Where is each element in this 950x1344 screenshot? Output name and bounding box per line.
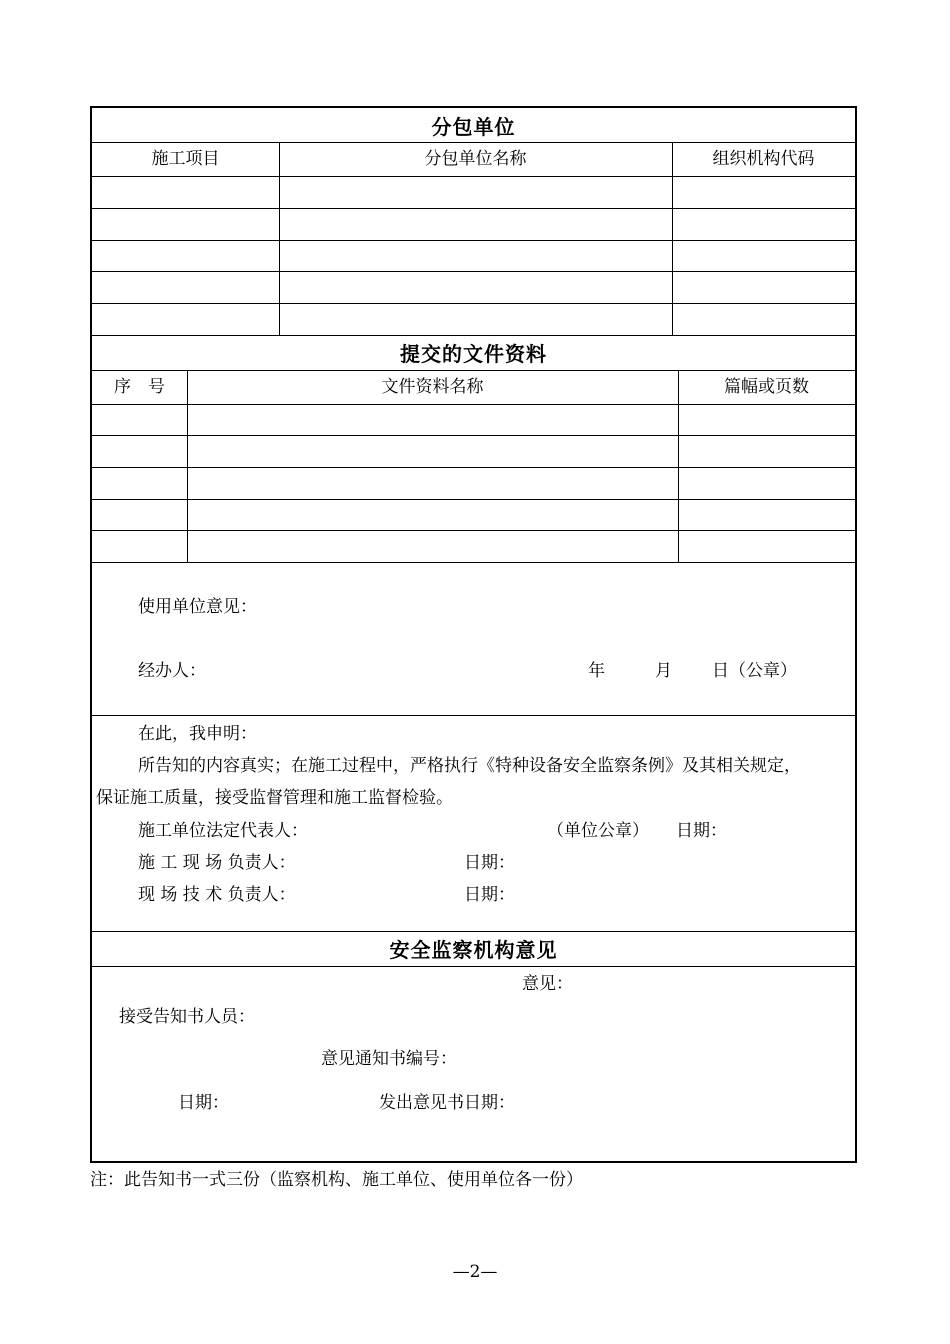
supervision-opinion-label: 意见： <box>522 974 573 994</box>
divider <box>92 142 855 143</box>
header-construction-item: 施工项目 <box>151 149 220 169</box>
column-divider <box>279 142 280 335</box>
month-label: 月 <box>655 661 672 681</box>
supervision-date-label: 日期： <box>178 1093 229 1113</box>
site-manager-label: 施 工 现 场 负责人： <box>138 853 296 873</box>
divider <box>92 208 855 209</box>
column-divider <box>672 142 673 335</box>
divider <box>92 715 855 716</box>
notice-number-label: 意见通知书编号： <box>321 1049 457 1069</box>
tech-manager-label: 现 场 技 术 负责人： <box>138 885 296 905</box>
divider <box>92 966 855 967</box>
header-org-code: 组织机构代码 <box>712 149 815 169</box>
header-serial-number: 序 号 <box>114 377 165 397</box>
divider <box>92 467 855 468</box>
legal-rep-date-label: 日期： <box>676 821 727 841</box>
page-number: —2— <box>452 1262 498 1282</box>
header-page-count: 篇幅或页数 <box>724 377 809 397</box>
supervision-section-title: 安全监察机构意见 <box>389 938 558 962</box>
column-divider <box>187 370 188 562</box>
header-document-name: 文件资料名称 <box>381 377 484 397</box>
tech-manager-date-label: 日期： <box>464 885 515 905</box>
footnote: 注：此告知书一式三份（监察机构、施工单位、使用单位各一份） <box>90 1170 583 1190</box>
divider <box>92 562 855 563</box>
divider <box>92 271 855 272</box>
divider <box>92 176 855 177</box>
year-label: 年 <box>588 661 605 681</box>
notification-form <box>90 106 857 1163</box>
receiver-label: 接受告知书人员： <box>119 1007 255 1027</box>
divider <box>92 335 855 336</box>
divider <box>92 530 855 531</box>
divider <box>92 303 855 304</box>
legal-representative-label: 施工单位法定代表人： <box>138 821 308 841</box>
divider <box>92 240 855 241</box>
divider <box>92 499 855 500</box>
divider <box>92 931 855 932</box>
documents-section-title: 提交的文件资料 <box>400 342 547 366</box>
issue-date-label: 发出意见书日期： <box>379 1093 515 1113</box>
header-subcontractor-name: 分包单位名称 <box>424 149 527 169</box>
unit-seal-label: （单位公章） <box>547 821 649 841</box>
subcontractor-section-title: 分包单位 <box>431 115 516 139</box>
declaration-text: 所告知的内容真实；在施工过程中，严格执行《特种设备安全监察条例》及其相关规定， <box>138 756 801 776</box>
day-seal-label: 日（公章） <box>712 661 797 681</box>
divider <box>92 435 855 436</box>
handler-label: 经办人： <box>138 661 206 681</box>
divider <box>92 404 855 405</box>
user-opinion-label: 使用单位意见： <box>138 597 257 617</box>
declaration-intro: 在此，我申明： <box>138 724 257 744</box>
site-manager-date-label: 日期： <box>464 853 515 873</box>
declaration-text-continued: 保证施工质量，接受监督管理和施工监督检验。 <box>96 788 453 808</box>
column-divider <box>678 370 679 562</box>
divider <box>92 370 855 371</box>
